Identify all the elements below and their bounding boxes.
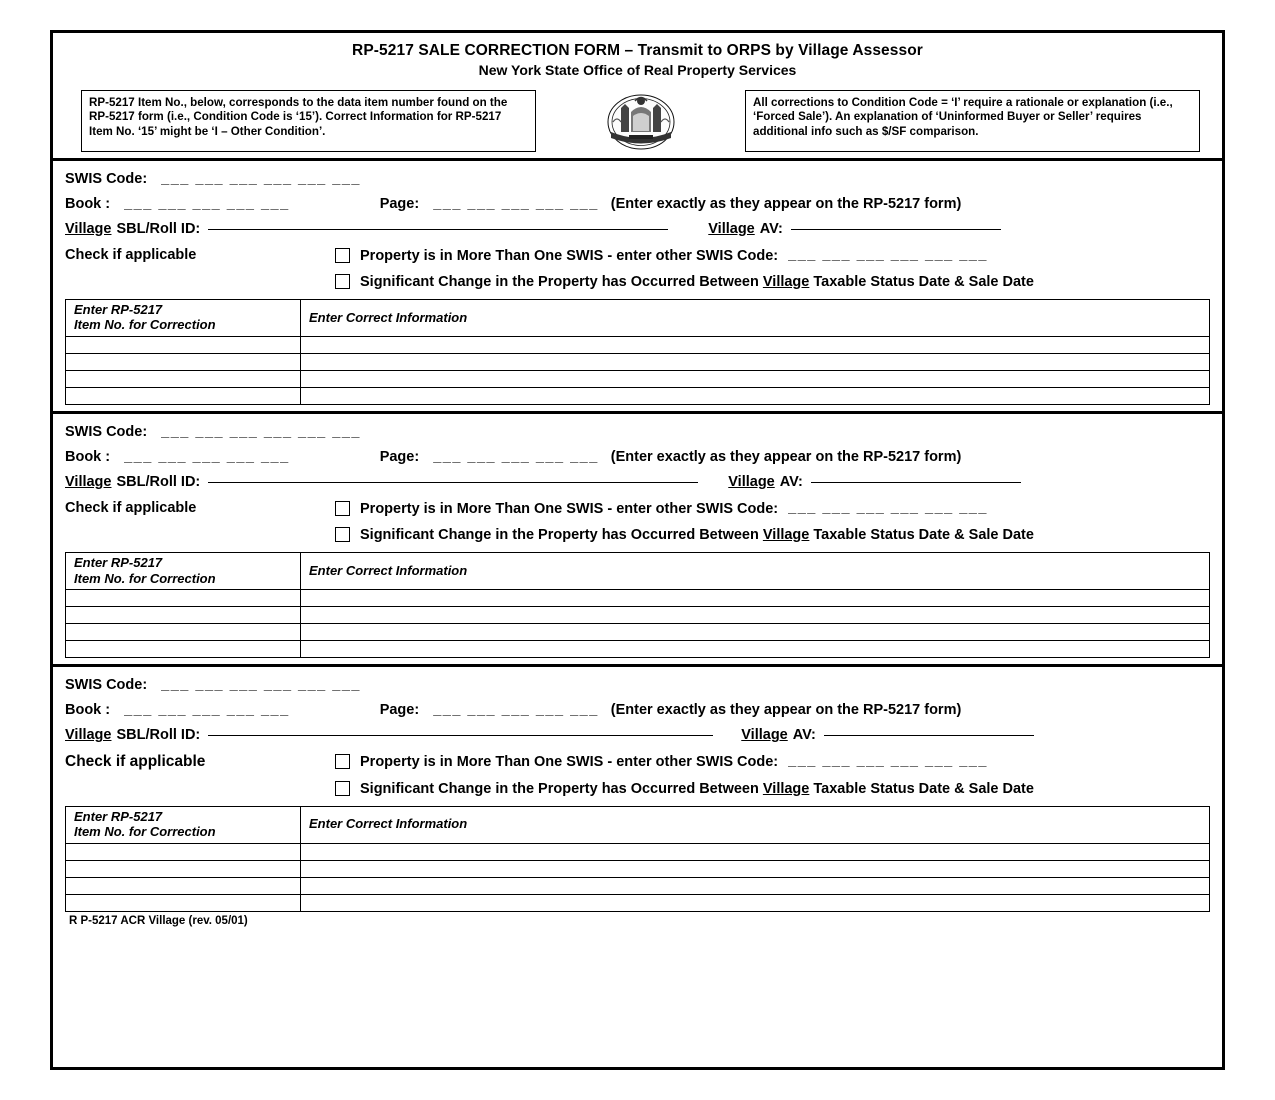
correction-section-3	[53, 664, 1222, 932]
item-no-cell[interactable]	[66, 894, 301, 911]
left-note-box: RP-5217 Item No., below, corresponds to the data item number found on the RP-5217 form (i.e., Condition Code is ‘15’). Correct Information for RP-5217 Item No. ‘15’ might be ‘I – Other Condition’.	[81, 90, 536, 152]
col-item-no-line1: Enter RP-5217	[74, 555, 163, 571]
swis-code-label: SWIS Code:	[65, 170, 148, 187]
item-no-cell[interactable]	[66, 590, 301, 607]
col-item-no-line2: Item No. for Correction	[74, 317, 216, 333]
corrections-table-1	[65, 299, 1210, 405]
swis-code-input[interactable]: ___ ___ ___ ___ ___ ___	[161, 424, 361, 440]
right-note-box: All corrections to Condition Code = ‘I’ require a rationale or explanation (i.e., ‘Forced Sale’). An explanation of ‘Uninformed Buyer or Seller’ requires additional info such as $/SF comparison.	[745, 90, 1200, 152]
item-no-cell[interactable]	[66, 337, 301, 354]
significant-change-checkbox[interactable]	[335, 781, 350, 796]
correct-info-cell[interactable]	[301, 371, 1210, 388]
item-no-cell[interactable]	[66, 371, 301, 388]
check-if-applicable-label: Check if applicable	[65, 753, 206, 771]
item-no-cell[interactable]	[66, 354, 301, 371]
table-row[interactable]	[66, 590, 1210, 607]
book-label: Book :	[65, 195, 111, 212]
significant-change-tail: Taxable Status Date & Sale Date	[813, 273, 1034, 290]
sbl-av-row	[65, 727, 1210, 743]
item-no-cell[interactable]	[66, 607, 301, 624]
book-input[interactable]: ___ ___ ___ ___ ___	[124, 195, 290, 212]
significant-change-village: Village	[762, 780, 810, 797]
page-input[interactable]: ___ ___ ___ ___ ___	[433, 195, 599, 212]
significant-change-label	[360, 780, 1034, 798]
significant-change-text: Significant Change in the Property has Occurred Between	[360, 527, 759, 544]
table-header-row	[66, 806, 1210, 843]
correct-info-cell[interactable]	[301, 877, 1210, 894]
check-row-more-swis	[65, 247, 1210, 265]
correct-info-cell[interactable]	[301, 624, 1210, 641]
correct-info-cell[interactable]	[301, 860, 1210, 877]
village-label: Village	[65, 727, 112, 744]
page-label: Page:	[379, 449, 420, 465]
item-no-cell[interactable]	[66, 624, 301, 641]
significant-change-label	[360, 526, 1034, 544]
significant-change-checkbox[interactable]	[335, 527, 350, 542]
nys-seal-icon	[581, 90, 701, 152]
av-label: AV:	[792, 727, 816, 744]
village-av-input[interactable]	[791, 229, 1001, 230]
table-row[interactable]	[66, 337, 1210, 354]
form-header	[53, 33, 1222, 84]
table-row[interactable]	[66, 354, 1210, 371]
table-header-row	[66, 553, 1210, 590]
correct-info-cell[interactable]	[301, 337, 1210, 354]
table-row[interactable]	[66, 843, 1210, 860]
col-item-no-line1: Enter RP-5217	[74, 301, 163, 317]
table-row[interactable]	[66, 388, 1210, 405]
significant-change-text: Significant Change in the Property has Occurred Between	[360, 273, 759, 290]
sbl-roll-id-label: SBL/Roll ID:	[116, 220, 201, 237]
table-row[interactable]	[66, 371, 1210, 388]
book-label: Book :	[65, 702, 111, 719]
correct-info-cell[interactable]	[301, 388, 1210, 405]
form-page	[50, 30, 1225, 1070]
sbl-av-row	[65, 474, 1210, 490]
table-row[interactable]	[66, 607, 1210, 624]
sbl-roll-id-input[interactable]	[208, 229, 668, 230]
swis-code-label: SWIS Code:	[65, 424, 148, 440]
more-than-one-swis-label: Property is in More Than One SWIS - enter other SWIS Code:	[360, 754, 779, 771]
table-row[interactable]	[66, 860, 1210, 877]
correct-info-cell[interactable]	[301, 607, 1210, 624]
page-input[interactable]: ___ ___ ___ ___ ___	[433, 702, 599, 719]
book-input[interactable]: ___ ___ ___ ___ ___	[124, 449, 290, 465]
corrections-table-3	[65, 806, 1210, 912]
corrections-table-2	[65, 552, 1210, 658]
page-input[interactable]: ___ ___ ___ ___ ___	[433, 449, 599, 465]
book-page-row	[65, 702, 1210, 718]
more-than-one-swis-checkbox[interactable]	[335, 501, 350, 516]
correct-info-cell[interactable]	[301, 590, 1210, 607]
page-label: Page:	[379, 702, 420, 719]
sbl-roll-id-label: SBL/Roll ID:	[116, 474, 201, 490]
significant-change-checkbox[interactable]	[335, 274, 350, 289]
swis-code-row	[65, 677, 1210, 693]
more-than-one-swis-label: Property is in More Than One SWIS - enter other SWIS Code:	[360, 247, 779, 264]
swis-code-row	[65, 424, 1210, 440]
sbl-av-row	[65, 221, 1210, 237]
check-row-significant-change	[65, 526, 1210, 544]
correction-section-2	[53, 411, 1222, 664]
check-if-applicable-label: Check if applicable	[65, 500, 197, 516]
page-subtitle: New York State Office of Real Property Services	[478, 62, 797, 79]
col-item-no-line2: Item No. for Correction	[74, 824, 216, 840]
av-label: AV:	[779, 474, 803, 490]
book-page-row	[65, 196, 1210, 212]
significant-change-village: Village	[762, 273, 810, 290]
table-row[interactable]	[66, 894, 1210, 911]
village-av-label: Village	[708, 220, 755, 237]
swis-code-input[interactable]: ___ ___ ___ ___ ___ ___	[161, 170, 361, 187]
check-row-significant-change	[65, 273, 1210, 291]
more-than-one-swis-checkbox[interactable]	[335, 248, 350, 263]
enter-exactly-note: (Enter exactly as they appear on the RP-5217 form)	[610, 195, 962, 212]
enter-exactly-note: (Enter exactly as they appear on the RP-5217 form)	[610, 449, 962, 465]
table-row[interactable]	[66, 877, 1210, 894]
av-label: AV:	[759, 220, 783, 237]
col-correct-info-header: Enter Correct Information	[301, 299, 1210, 336]
table-row[interactable]	[66, 641, 1210, 658]
village-av-label: Village	[728, 474, 775, 490]
sbl-roll-id-input[interactable]	[208, 482, 698, 483]
check-row-more-swis	[65, 500, 1210, 518]
swis-code-row	[65, 171, 1210, 187]
swis-code-label: SWIS Code:	[65, 677, 148, 694]
enter-exactly-note: (Enter exactly as they appear on the RP-5217 form)	[610, 702, 962, 719]
book-page-row	[65, 449, 1210, 465]
more-than-one-swis-label: Property is in More Than One SWIS - enter other SWIS Code:	[360, 501, 779, 517]
significant-change-village: Village	[762, 527, 810, 544]
col-item-no-header	[66, 553, 301, 590]
table-row[interactable]	[66, 624, 1210, 641]
check-if-applicable-label: Check if applicable	[65, 246, 197, 263]
check-row-more-swis	[65, 753, 1210, 771]
correction-section-1	[53, 158, 1222, 411]
correct-info-cell[interactable]	[301, 894, 1210, 911]
table-header-row	[66, 299, 1210, 336]
col-item-no-header	[66, 299, 301, 336]
form-footer: R P-5217 ACR Village (rev. 05/01)	[69, 914, 248, 927]
col-correct-info-header: Enter Correct Information	[301, 553, 1210, 590]
col-correct-info-header: Enter Correct Information	[301, 806, 1210, 843]
village-av-label: Village	[741, 727, 788, 744]
more-than-one-swis-checkbox[interactable]	[335, 754, 350, 769]
village-av-input[interactable]	[824, 735, 1034, 736]
item-no-cell[interactable]	[66, 860, 301, 877]
significant-change-text: Significant Change in the Property has Occurred Between	[360, 780, 759, 797]
item-no-cell[interactable]	[66, 843, 301, 860]
correct-info-cell[interactable]	[301, 843, 1210, 860]
item-no-cell[interactable]	[66, 388, 301, 405]
book-input[interactable]: ___ ___ ___ ___ ___	[124, 702, 290, 719]
sbl-roll-id-input[interactable]	[208, 735, 713, 736]
col-item-no-header	[66, 806, 301, 843]
item-no-cell[interactable]	[66, 877, 301, 894]
item-no-cell[interactable]	[66, 641, 301, 658]
col-item-no-line2: Item No. for Correction	[74, 570, 216, 586]
book-label: Book :	[65, 449, 111, 465]
village-label: Village	[65, 474, 112, 490]
village-label: Village	[65, 220, 112, 237]
page-label: Page:	[379, 195, 420, 212]
other-swis-code-input[interactable]: ___ ___ ___ ___ ___ ___	[788, 753, 988, 770]
correct-info-cell[interactable]	[301, 641, 1210, 658]
significant-change-tail: Taxable Status Date & Sale Date	[813, 527, 1034, 544]
swis-code-input[interactable]: ___ ___ ___ ___ ___ ___	[161, 677, 361, 694]
other-swis-code-input[interactable]: ___ ___ ___ ___ ___ ___	[788, 500, 988, 516]
correct-info-cell[interactable]	[301, 354, 1210, 371]
check-row-significant-change	[65, 780, 1210, 798]
significant-change-tail: Taxable Status Date & Sale Date	[813, 780, 1034, 797]
village-av-input[interactable]	[811, 482, 1021, 483]
sbl-roll-id-label: SBL/Roll ID:	[116, 727, 201, 744]
header-notes-row	[53, 84, 1222, 158]
other-swis-code-input[interactable]: ___ ___ ___ ___ ___ ___	[788, 246, 988, 263]
col-item-no-line1: Enter RP-5217	[74, 808, 163, 824]
significant-change-label	[360, 273, 1034, 291]
page-title: RP-5217 SALE CORRECTION FORM – Transmit to ORPS by Village Assessor	[352, 42, 923, 59]
